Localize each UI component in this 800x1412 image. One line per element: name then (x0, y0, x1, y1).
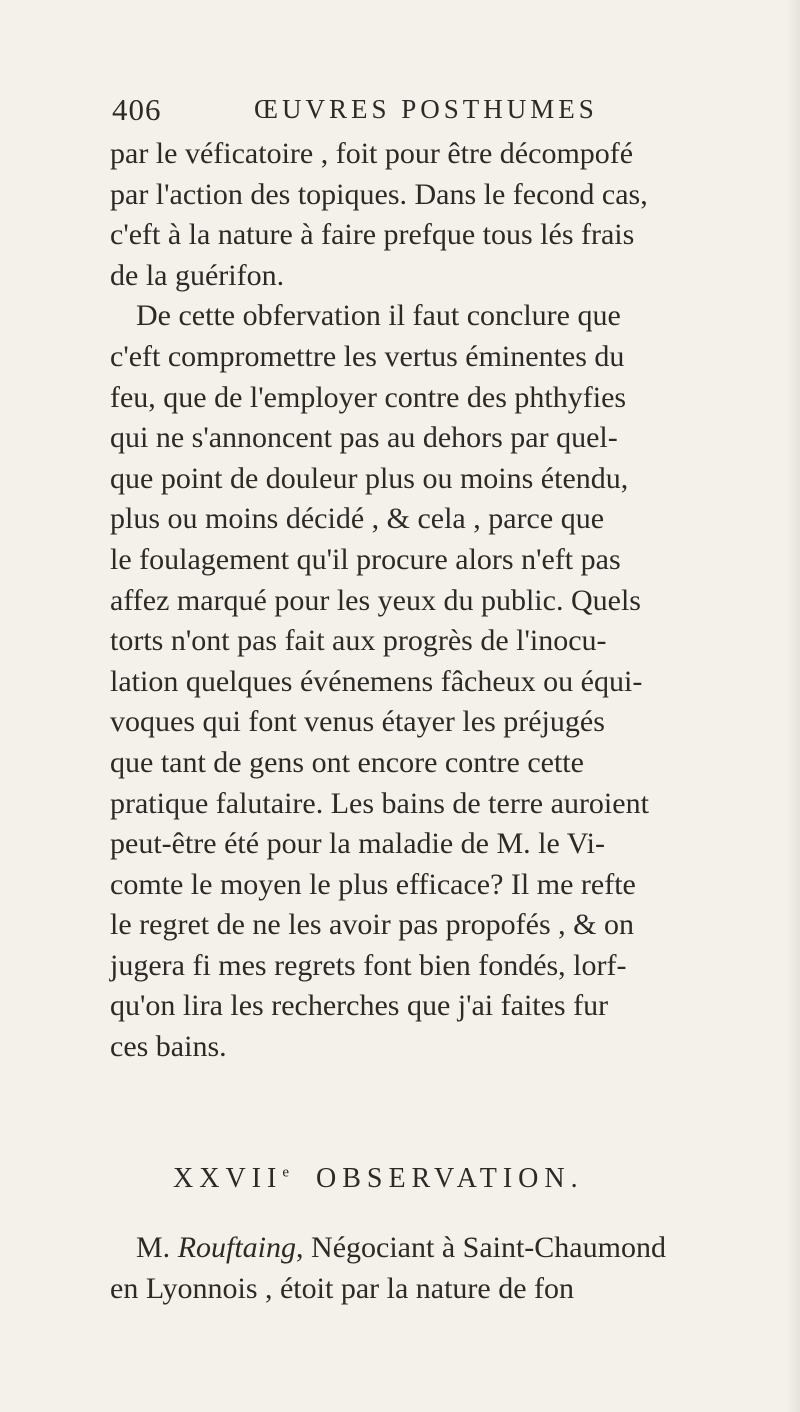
text-line: ces bains. (110, 1030, 227, 1064)
body-text (110, 134, 790, 1068)
text-line: comte le moyen le plus efficace? Il me refte (110, 867, 636, 901)
text-line: par l'action des topiques. Dans le fecond cas, (110, 177, 648, 211)
text-fragment: , Négociant à Saint-Chaumond (296, 1231, 666, 1264)
text-line: par le véficatoire , foit pour être décompofé (110, 137, 634, 170)
text-line: qui ne s'annoncent pas au dehors par quel- (110, 421, 618, 455)
section-numeral: XXVII (173, 1163, 283, 1194)
text-line: le regret de ne les avoir pas propofés , & on (110, 908, 634, 942)
text-line: que point de douleur plus ou moins étendu, (110, 461, 629, 495)
text-line: affez marqué pour les yeux du public. Quels (110, 583, 641, 617)
text-line: qu'on lira les recherches que j'ai faites fur (110, 989, 609, 1023)
page-header (112, 92, 692, 132)
text-line: torts n'ont pas fait aux progrès de l'inocu- (110, 624, 607, 658)
running-title: ŒUVRES POSTHUMES (254, 94, 598, 124)
text-line: jugera fi mes regrets font bien fondés, lorf- (110, 948, 627, 982)
text-line: pratique falutaire. Les bains de terre auroient (110, 786, 649, 820)
text-line: en Lyonnois , étoit par la nature de fon (110, 1271, 575, 1305)
section-heading (173, 1163, 733, 1203)
text-line: que tant de gens ont encore contre cette (110, 745, 584, 779)
text-line: lation quelques événemens fâcheux ou équi- (110, 664, 643, 698)
text-line: le foulagement qu'il procure alors n'eft pas (110, 542, 621, 576)
text-line: plus ou moins décidé , & cela , parce que (110, 502, 605, 536)
text-line: De cette obfervation il faut conclure que (136, 299, 621, 333)
text-fragment: M. (136, 1231, 178, 1264)
text-line: peut-être été pour la maladie de M. le Vi- (110, 827, 605, 861)
section-numeral-sup: e (282, 1164, 289, 1181)
text-line: voques qui font venus étayer les préjugés (110, 705, 605, 739)
person-name: Rouftaing (177, 1231, 297, 1264)
text-line: c'eft compromettre les vertus éminentes du (110, 339, 625, 373)
text-line: de la guérifon. (110, 258, 285, 292)
text-line (110, 1228, 790, 1269)
section-title: OBSERVATION. (315, 1163, 584, 1194)
section-text (110, 1228, 790, 1309)
page-number: 406 (112, 92, 162, 127)
text-line: feu, que de l'employer contre des phthyfies (110, 380, 627, 414)
text-line: c'eft à la nature à faire prefque tous lés frais (110, 218, 635, 252)
